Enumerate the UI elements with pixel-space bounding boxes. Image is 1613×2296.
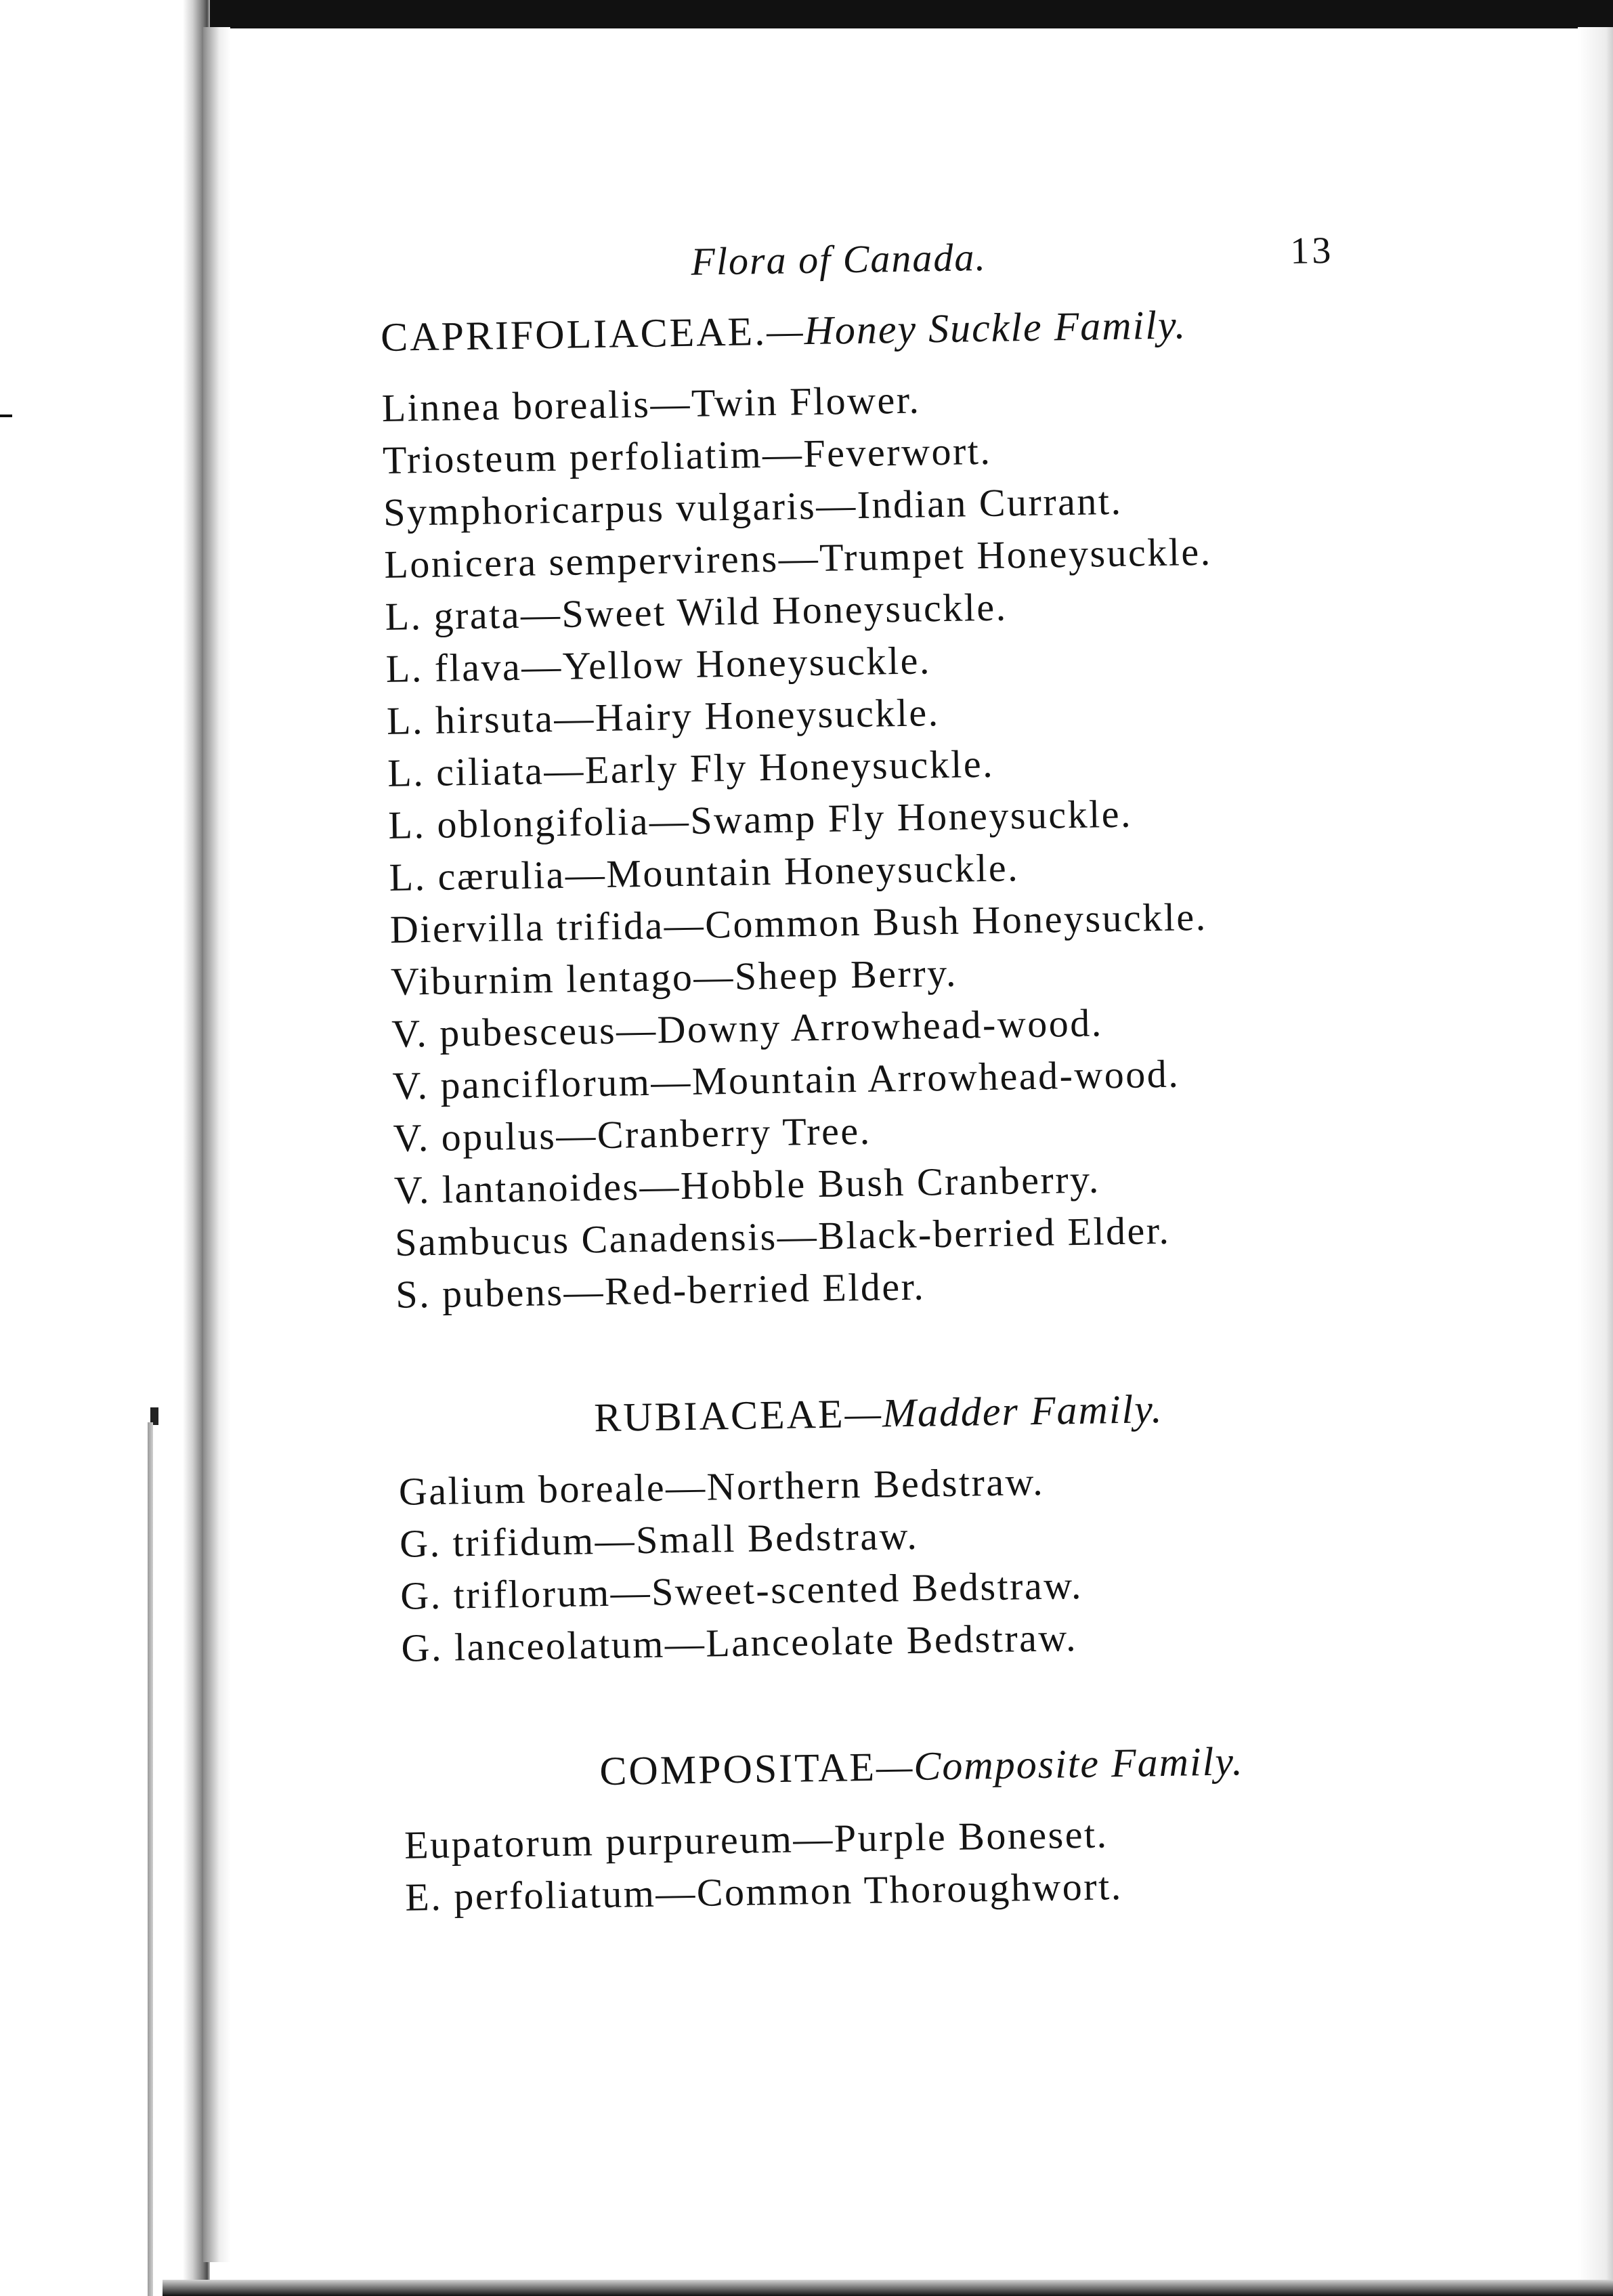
list-item: V. opulus—Cranberry Tree. [393, 1108, 872, 1160]
list-item: V. pubesceus—Downy Arrowhead-wood. [391, 1000, 1104, 1056]
page-text [379, 227, 1462, 1923]
list-item: E. perfoliatum—Common Thoroughwort. [404, 1864, 1123, 1919]
list-item: L. grata—Sweet Wild Honeysuckle. [385, 584, 1008, 639]
list-item: Eupatorum purpureum—Purple Boneset. [404, 1812, 1109, 1867]
list-item: V. lantanoides—Hobble Bush Cranberry. [393, 1157, 1101, 1212]
running-head [379, 227, 1436, 304]
species-list-caprifoliaceae [381, 365, 1453, 1320]
scanner-top-edge [190, 0, 1613, 28]
list-item: Galium boreale—Northern Bedstraw. [398, 1459, 1045, 1514]
family-name: CAPRIFOLIACEAE. [380, 309, 767, 360]
family-common-name: —Honey Suckle Family. [766, 302, 1187, 354]
list-item: Diervilla trifida—Common Bush Honeysuckle. [389, 894, 1208, 952]
list-item: G. lanceolatum—Lanceolate Bedstraw. [401, 1615, 1078, 1670]
binding-mark [0, 414, 12, 417]
list-item: V. panciflorum—Mountain Arrowhead-wood. [392, 1051, 1180, 1108]
list-item: Viburnim lentago—Sheep Berry. [390, 950, 958, 1004]
list-item: Linnea borealis—Twin Flower. [381, 377, 921, 430]
running-title: Flora of Canada. [690, 234, 987, 284]
list-item: L. ciliata—Early Fly Honeysuckle. [387, 741, 995, 795]
species-list-rubiaceae [398, 1449, 1458, 1674]
page-number: 13 [1289, 229, 1334, 272]
list-item: L. oblongifolia—Swamp Fly Honeysuckle. [387, 791, 1133, 847]
list-item: Lonicera sempervirens—Trumpet Honeysuckle. [383, 529, 1213, 587]
family-common-name: —Composite Family. [876, 1739, 1245, 1789]
list-item: Symphoricarpus vulgaris—Indian Currant. [383, 478, 1123, 534]
list-item: G. trifidum—Small Bedstraw. [399, 1513, 919, 1566]
family-common-name: —Madder Family. [844, 1386, 1163, 1437]
binding-shadow [203, 27, 230, 2262]
species-list-compositae [404, 1802, 1462, 1923]
book-binding [0, 0, 210, 2296]
list-item: L. hirsuta—Hairy Honeysuckle. [386, 690, 941, 743]
list-item: L. cærulia—Mountain Honeysuckle. [389, 845, 1020, 899]
family-name: RUBIACEAE [593, 1391, 846, 1441]
list-item: G. triflorum—Sweet-scented Bedstraw. [400, 1562, 1083, 1618]
binding-line [148, 1422, 153, 2296]
family-heading-compositae [599, 1737, 1460, 1794]
list-item: Sambucus Canadensis—Black-berried Elder. [394, 1208, 1171, 1264]
list-item: Triosteum perfoliatim—Feverwort. [382, 428, 992, 482]
page-bottom-edge [163, 2280, 1613, 2296]
list-item: S. pubens—Red-berried Elder. [395, 1264, 926, 1317]
page-right-edge [1578, 27, 1613, 2282]
list-item: L. flava—Yellow Honeysuckle. [385, 638, 932, 691]
family-heading-caprifoliaceae [380, 300, 1438, 360]
family-heading-rubiaceae [593, 1384, 1455, 1441]
family-name: COMPOSITAE [599, 1744, 877, 1794]
